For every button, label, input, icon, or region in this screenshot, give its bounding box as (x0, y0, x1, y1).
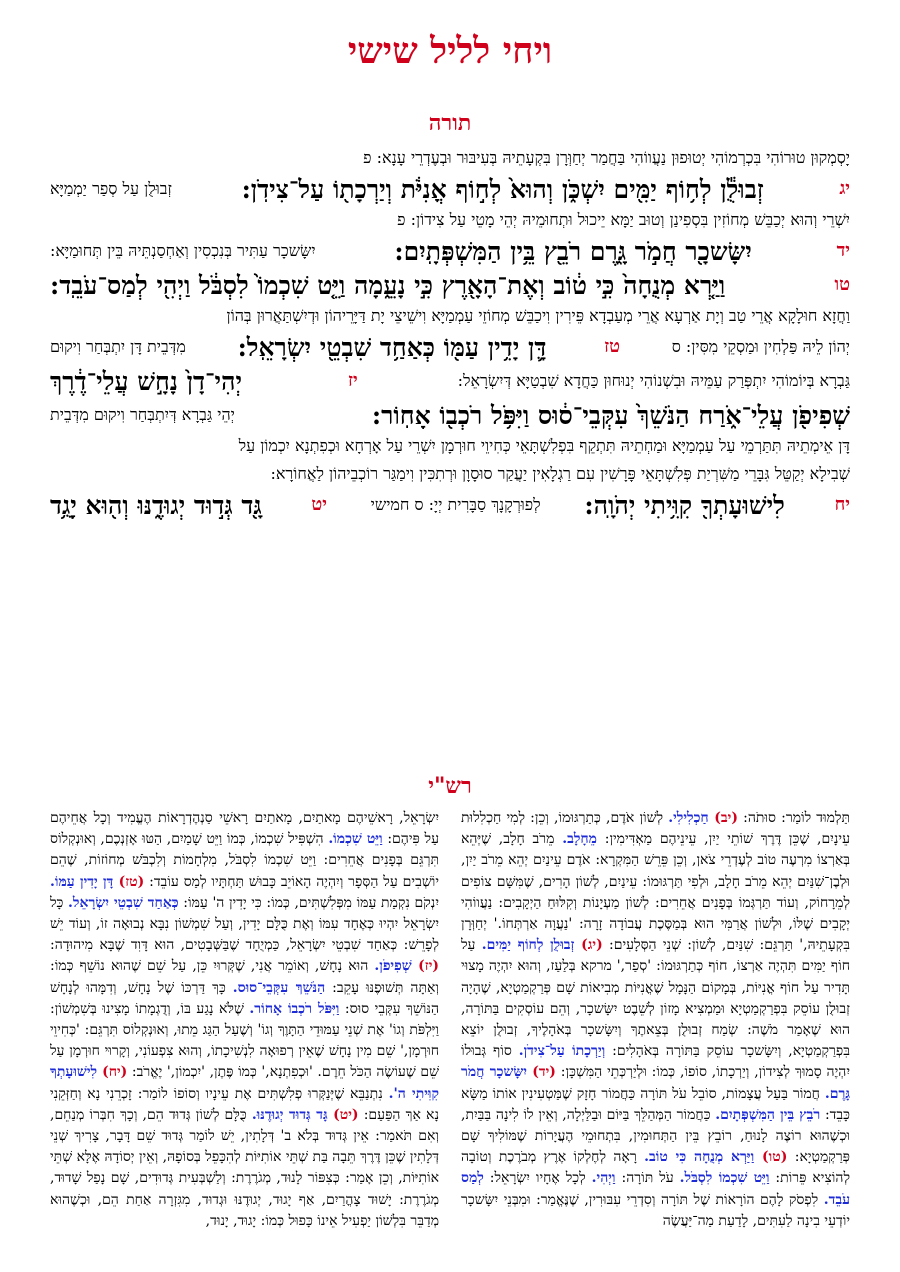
lemma-heading: כְּאַחַד שִׁבְטֵי יִשְׂרָאֵל. (68, 894, 179, 911)
verse-number: יד (836, 240, 850, 261)
targum-text: גַּבְרָא בְּיוֹמוֹהִי יִתְפְּרַק עַמֵּיהּ וּבִשְׁנוֹהִי יְנוּחוּן כַּחֲדָא שִׁבְטַיָּא דְּיִשְׂרָאֵל: (457, 371, 850, 390)
commentary-text: רָאָה לְחֶלְקוֹ אֶרֶץ מְבֹרֶכֶת וְטוֹבָה לְהוֹצִיא פֵּרוֹת: (461, 1149, 850, 1187)
lemma-heading: זְבוּלֻן לְחוֹף יַמִּים. (481, 937, 575, 954)
targum-text: לְפוּרְקָנָךְ סַבָּרִית יְיָ: ס חמישי (370, 495, 541, 514)
commentary-text: כַּחֲמוֹר הַמְּהַלֵּךְ בַּיּוֹם וּבַלַּיְלָה, וְאֵין לוֹ לִינָה בַּבַּיִת, וּכְשֶׁהוּא רוֹצֶה לָנוּחַ, רוֹבֵץ בֵּין הַתְּחוּמִין, בִּתְחוּמֵי הֶעֲיָרוֹת שֶׁמּוֹלִיךְ שָׁם פְּרַקְמַטְיָא: (461, 1106, 850, 1166)
verse-text: זְבוּלֻ֕ן לְח֥וֹף יַמִּ֖ים יִשְׁכֹּ֑ן וְהוּא֙ לְח֣וֹף אֳנִיֹּ֔ת וְיַרְכָת֖וֹ עַל־צִידֹֽן: (241, 174, 764, 204)
lemma-heading: וַיֵּט שִׁכְמוֹ. (328, 831, 383, 848)
verse-number: יט (311, 494, 327, 515)
verse-number: יז (347, 370, 358, 391)
commentary-text: כָּךְ דַּרְכּוֹ שֶׁל נָחָשׁ, וְדִמָּהוּ לְנָחָשׁ הַנּוֹשֵׁךְ עִקְּבֵי סוּס: (50, 979, 439, 1017)
commentary-text: לְכָל אֶחָיו יִשְׂרָאֵל: (483, 1170, 592, 1187)
commentary-text: חֲמוֹר בַּעַל עֲצָמוֹת, סוֹבֵל עֹל תּוֹרָה כַּחֲמוֹר חָזָק שֶׁמַּטְעִינִין אוֹתוֹ מַשָּׂא כָּבֵד: (461, 1085, 850, 1123)
commentary-text: סוֹף גְּבוּלוֹ יִהְיֶה סָמוּךְ לְצִידוֹן, וְיַרְכָתוֹ, סוֹפוֹ, כְּמוֹ: וּלְיַרְכְּתֵי הַמִּשְׁכָּן: (461, 1043, 850, 1081)
torah-line (50, 268, 850, 302)
commentary-text: לִפְסֹק לָהֶם הוֹרָאוֹת שֶׁל תּוֹרָה וְסִדְרֵי עִבּוּרִין, שֶׁנֶּאֱמַר: וּמִבְּנֵי יִשָּׂשכָר יוֹדְעֵי בִינָה לַעִתִּים, לָדַעַת מַה־יַּעֲשֶׂה (461, 1191, 850, 1229)
lemma-heading: וַיֵּט שִׁכְמוֹ לִסְבֹּל. (679, 1170, 770, 1187)
lemma-heading: הַנֹּשֵׁךְ עִקְּבֵי־סוּס. (232, 979, 326, 996)
torah-line (50, 172, 850, 206)
commentary-text: יִשְׂרָאֵל, רָאשֵׁיהֶם מָאתַיִם, מָאתַיִם רָאשֵׁי סַנְהֶדְרָאוֹת הֶעֱמִיד וְכָל אֲחֵיהֶם עַל פִּיהֶם: (50, 810, 439, 848)
lemma-heading: יִשָּׂשכָר חֲמֹר גָּרֶם. (461, 1064, 850, 1102)
lemma-heading: שְׁפִיפֹן. (374, 958, 412, 975)
verse-number: יח (834, 494, 850, 515)
targum-text: דָּן אֵימְתֵיהּ תִּתַּרְמֵי עַל עַמְמַיָּא וּמַחְתֵיהּ תִּתְקֵף בִּפְלִשְׁתָּאֵי כְּחִיוֵי חוּרְמָן יִשְׁרֵי עַל אָרְחָא וּכְפִתְנָא יִכְמוֹן עַל (238, 436, 850, 455)
commentary-text: יִנְקֹם נִקְמַת עַמּוֹ מִפְּלִשְׁתִּים, כְּמוֹ: כִּי יָדִין ה' עַמּוֹ: (178, 894, 439, 911)
verse-number: יג (839, 178, 850, 199)
lemma-heading: וַיְהִי. (591, 1170, 616, 1187)
torah-line (50, 432, 850, 460)
lemma-heading: גָּד גְּדוּד יְגוּדֶנּוּ. (251, 1106, 328, 1123)
verse-text: יִשָּׂשכָ֖ר חֲמֹ֣ר גָּ֑רֶם רֹבֵ֖ץ בֵּ֥ין הַמִּשְׁפְּתָֽיִם: (394, 236, 752, 266)
commentary-text: עַל חוֹף יַמִּים תִּהְיֶה אַרְצוֹ, חוֹף כְּתַרְגּוּמוֹ: 'סְפַר,' מרקא בְּלַעַז, וְהוּא יִהְיֶה מָצוּי תָּדִיר עַל חוֹף אֳנִיּוֹת, בְּמָקוֹם הַנָּמָל שֶׁאֳנִיּוֹת מְבִיאוֹת שָׁם פְּרַקְמַטְיָא, שֶׁהָיָה זְבוּלֻן עוֹסֵק בִּפְרַקְמַטְיָא וּמַמְצִיא מָזוֹן לְשֵׁבֶט יִשָּׂשכָר, וְהֵם עוֹסְקִים בַּתּוֹרָה, הוּא שֶׁאָמַר מֹשֶׁה: שְׂמַח זְבוּלֻן בְּצֵאתֶךָ וְיִשָּׂשכָר בְּאֹהָלֶיךָ, זְבוּלֻן יוֹצֵא בִּפְרַקְמַטְיָא, וְיִשָּׂשכָר עוֹסֵק בַּתּוֹרָה בְּאֹהָלִים: (461, 937, 850, 1060)
commentary-text: הִשְׁפִּיל שִׁכְמוֹ, כְּמוֹ וַיֵּט שָׁמַיִם, הַטּוּ אָזְנְכֶם, וְאוּנְקְלוֹס תִּרְגֵּם בְּפָנִים אֲחֵרִים: וַיֵּט שִׁכְמוֹ לִסְבֹּל, מִלְחָמוֹת וְלִכְבֹּשׁ מְחוֹזוֹת, שֶׁהֵם יוֹשְׁבִים עַל הַסְּפָר וְיִהְיֶה הָאוֹיֵב כָּבוּשׁ תַּחְתָּיו לְמַס עוֹבֵד: (50, 831, 439, 890)
verse-text: דָּ֛ן יָדִ֥ין עַמּ֖וֹ כְּאַחַ֥ד שִׁבְטֵ֖י יִשְׂרָאֵֽל: (237, 332, 547, 362)
targum-text: יִשָּׂשכָר עַתִּיר בְּנִכְסִין וְאַחְסַנְתֵּיהּ בֵּין תְּחוּמַיָּא: (50, 241, 316, 260)
torah-line (50, 144, 850, 172)
torah-heading: תורה (428, 110, 472, 136)
torah-line (50, 488, 850, 522)
verse-text: לִישׁוּעָתְךָ֖ קִוִּ֥יתִי יְהֹוָֽה: (584, 490, 785, 520)
targum-text: יִשְׁרֵי וְהוּא יְכַבֵּשׁ מְחוֹזִין בִּסְפִינַן וְטוּב יַמָּא יֵיכוּל וּתְחוּמֵיהּ יְהֵי מָטֵי עַל צִידוֹן: פ (397, 210, 850, 229)
targum-text: יְהֵי גַּבְרָא דְּיִתְבְּחַר וִיקוּם מִדְּבֵית (50, 405, 235, 424)
commentary-text: תַּלְמוּד לוֹמַר: סוּתֹה: (737, 810, 850, 826)
rashi-heading: רש"י (428, 773, 472, 799)
verse-ref: (יט) (327, 1106, 359, 1123)
verse-ref: (טז) (113, 873, 145, 890)
lemma-heading: רֹבֵץ בֵּין הַמִּשְׁפְּתָיִם. (715, 1106, 821, 1123)
verse-text: יְהִי־דָן֙ נָחָ֣שׁ עֲלֵי־דֶ֔רֶךְ (50, 366, 243, 396)
verse-number: טז (604, 336, 620, 357)
rashi-column-right (461, 808, 850, 1248)
targum-text: יְהוֹן לֵיהּ פַּלְחִין וּמַסְקֵי מִסִּין: ס (671, 337, 850, 356)
commentary-text: נִתְנַבֵּא שֶׁיְּנַקְּרוּ פְלִשְׁתִּים אֶת עֵינָיו וְסוֹפוֹ לוֹמַר: זָכְרֵנִי נָא וְחַזְּקֵנִי נָא אַךְ הַפַּעַם: (50, 1085, 439, 1123)
commentary-text: עֹל תּוֹרָה: (615, 1170, 680, 1187)
targum-text: יָסְמְקוּן טוּרוֹהִי בִּכְרְמוֹהִי יְטוּפוּן נַעֲווֹהִי בַּחֲמַר יְחַוְּרָן בִּקְעָתֵיהּ בְּעִיבּוּר וּבְעֶדְרֵי עָנָא: פ (363, 148, 850, 167)
commentary-text: הוּא נָחָשׁ, וְאוֹמֵר אֲנִי, שֶׁקְּרוּיִ כֵּן, עַל שֵׁם שֶׁהוּא נוֹשֵׁף כְּמוֹ: וְאַתָּה תְּשׁוּפֶנּוּ עָקֵב: (50, 958, 439, 996)
verse-ref: (יב) (708, 810, 738, 826)
targum-text: מִדְּבֵית דָּן יִתְבְּחַר וִיקוּם (50, 337, 186, 356)
commentary-text: כֻּלָּם לְשׁוֹן גְּדוּד הֵם, וְכָךְ חִבְּרוֹ מְנַחֵם, וְאִם תֹּאמַר: אֵין גְּדוּד בְּלֹא ב' דְּלָתִין, יֵשׁ לוֹמַר גְּדוּד שֵׁם דָּבָר, צָרִיךְ שְׁנֵי דְּלָתִין שֶׁכֵּן דֶּרֶךְ תֵּבָה בַּת שְׁתֵּי אוֹתִיּוֹת לְהִכָּפֵל בְּסוֹפָהּ, וְאֵין יְסוֹדָהּ אֶלָּא שְׁתֵּי אוֹתִיּוֹת, וְכֵן אָמַר: כְּצִפּוֹר לָנוּד, מְגֹרֶרֶת: וְלַשְׁבְּעִית גְּדוּדִים, שָׁם נָפַל שָׁדוּד, מְגֹרֶרֶת: יָשׁוּד צָהֳרַיִם, אַף יָגוּד, יְגוּדֶנּוּ וּגְדוּד, מִגִּזְרָה אַחַת הֵם, וּכְשֶׁהוּא מְדַבֵּר בִּלְשׁוֹן יַפְעִיל אֵינוֹ כָּפוּל כְּמוֹ: יָגוּד, יָנוּד, (50, 1106, 439, 1229)
verse-ref: (טו) (754, 1149, 788, 1166)
targum-text: שְׁבִילָא יְקַטֵּל גִּבָּרֵי מַשִּׁרְיַת פְּלִשְׁתָּאֵי פָּרָשִׁין עִם רַגְלָאִין יַעֲקַר סוּסָוָן וּרְתִכִּין וִימַגַּר רוֹכְבֵיהוֹן לַאֲחוֹרָא: (270, 464, 850, 483)
commentary-text: לְשׁוֹן אֹדֶם, כְּתַרְגּוּמוֹ, וְכֵן: לְמִי חַכְלִלוּת עֵינָיִם, שֶׁכֵּן דֶּרֶךְ שׁוֹתֵי יַיִן, עֵינֵיהֶם מַאְדִּימִין: (461, 810, 850, 848)
lemma-heading: וְיַרְכָתוֹ עַל־צִידֹן. (518, 1043, 606, 1060)
verse-number: טו (834, 274, 850, 295)
verse-text: שְׁפִיפֹ֖ן עֲלֵי־אֹ֑רַח הַנֹּשֵׁךְ֙ עִקְּבֵי־ס֔וּס וַיִּפֹּ֥ל רֹכְב֖וֹ אָחֽוֹר: (371, 400, 850, 430)
lemma-heading: וַיִּפֹּל רֹכְבוֹ אָחוֹר. (249, 1000, 340, 1017)
commentary-text: שֶׁלֹּא נָגַע בּוֹ, וְדֻגְמָתוֹ מָצִינוּ בְּשִׁמְשׁוֹן: וַיִּלְפֹּת וְגוֹ' אֶת שְׁנֵי עַמּוּדֵי הַתָּוֶךְ וְגוֹ' וְשֶׁעַל הַגַּג מֵתוּ, וְאוּנְקְלוֹס תִּרְגֵּם: 'כְּחִיוֵי חוּרְמָן,' שֵׁם מִין נָחָשׁ שֶׁאֵין רְפוּאָה לִנְשִׁיכָתוֹ, וְהוּא צִפְעוֹנִי, וְקָרוּי חוּרְמָן עַל שֵׁם שֶׁעוֹשֶׂה הַכֹּל חֵרֶם. 'וּכְפִתְנָא,' כְּמוֹ פֶּתֶן, 'יִכְמוֹן,' יֶאֱרֹב: (50, 1000, 439, 1081)
torah-text (50, 144, 850, 522)
commentary-text: מֵרֹב חָלָב, שֶׁיְּהֵא בְּאַרְצוֹ מִרְעֶה טוֹב לְעֶדְרֵי צֹאן, וְכֵן פֵּרֵשׁ הַמִּקְרָא: אֹדֶם עֵינַיִם יְהֵא מֵרֹב יַיִן, וּלְבֶן־שִׁנַּיִם יְהֵא מֵרֹב חָלָב, וּלְפִי תַּרְגּוּמוֹ: עֵינַיִם, לְשׁוֹן הָרִים, שֶׁמִּשָּׁם צוֹפִים לְמֵרָחוֹק, וְעוֹד תַּרְגְּמוֹ בְּפָנִים אֲחֵרִים: לְשׁוֹן מַעְיָנוֹת וְקִלּוּחַ הַיְקָבִים: נַעֲווֹהִי יְקָבִים שֶׁלּוֹ, וּלְשׁוֹן אֲרַמִּי הוּא בְּמַסֶּכֶת עֲבוֹדָה זָרָה: 'נַעֲוָה אַרְתְּחוֹ.' יְחַוְּרָן בִּקְעָתֵיהּ,' תַּרְגֵּם: שִׁנַּיִם, לְשׁוֹן: שְׁנֵי הַסְּלָעִים: (461, 831, 850, 954)
lemma-heading: לְמַס עֹבֵד. (461, 1170, 850, 1208)
targum-text: זְבוּלֻן עַל סְפַר יַמְמַיָּא (50, 179, 172, 198)
rashi-column-left (50, 808, 439, 1248)
torah-line (50, 234, 850, 268)
page-title: ויחי לליל שישי (347, 30, 553, 72)
torah-line (50, 302, 850, 330)
verse-text: וַיַּ֤רְא מְנֻחָה֙ כִּ֣י ט֔וֹב וְאֶת־הָאָ֖רֶץ כִּ֣י נָעֵ֑מָה וַיֵּ֤ט שִׁכְמוֹ֙ לִסְבֹּ֔ל וַיְהִ֖י לְמַס־עֹבֵֽד: (50, 270, 726, 300)
lemma-heading: מֵחָלָב. (562, 831, 597, 848)
torah-line (50, 330, 850, 364)
verse-ref: (יז) (411, 958, 439, 975)
torah-line (50, 364, 850, 398)
torah-line (50, 206, 850, 234)
torah-line (50, 398, 850, 432)
lemma-heading: חַכְלִילִי. (668, 810, 709, 826)
verse-ref: (יח) (97, 1064, 128, 1081)
targum-text: וַחֲזָא חוּלָקָא אֲרֵי טַב וְיָת אַרְעָא אֲרֵי מְעַבְדָא פֵּירִין וִיכַבֵּשׁ מְחוֹזֵי עַמְמַיָּא וִישֵׁיצֵי יָת דַּיָּרֵיהוֹן וּדְיִשְׁתַּאֲרוּן בְּהוֹן (226, 306, 850, 325)
rashi-commentary (50, 808, 850, 1248)
verse-text: גָּ֖ד גְּד֣וּד יְגוּדֶ֑נּוּ וְה֖וּא יָגֻ֥ד (50, 490, 262, 520)
verse-ref: (יד) (526, 1064, 556, 1081)
lemma-heading: דָּן יָדִין עַמּוֹ. (50, 873, 114, 890)
commentary-text: כָּל יִשְׂרָאֵל יִהְיוּ כְּאֶחָד עִמּוֹ וְאֶת כֻּלָּם יָדִין, וְעַל שִׁמְשׁוֹן נִבָּא נְבוּאָה זוֹ, וְעוֹד יֵשׁ לְפָרֵשׁ: כְּאַחַד שִׁבְטֵי יִשְׂרָאֵל, כַּמְיֻחָד שֶׁבַּשְּׁבָטִים, הוּא דָּוִד שֶׁבָּא מִיהוּדָה: (50, 894, 439, 954)
torah-line (50, 460, 850, 488)
verse-ref: (יג) (574, 937, 603, 954)
lemma-heading: וַיַּרְא מְנֻחָה כִּי טוֹב. (644, 1149, 755, 1166)
lemma-heading: לִישׁוּעָתְךָ קִוִּיתִי ה'. (50, 1064, 439, 1102)
